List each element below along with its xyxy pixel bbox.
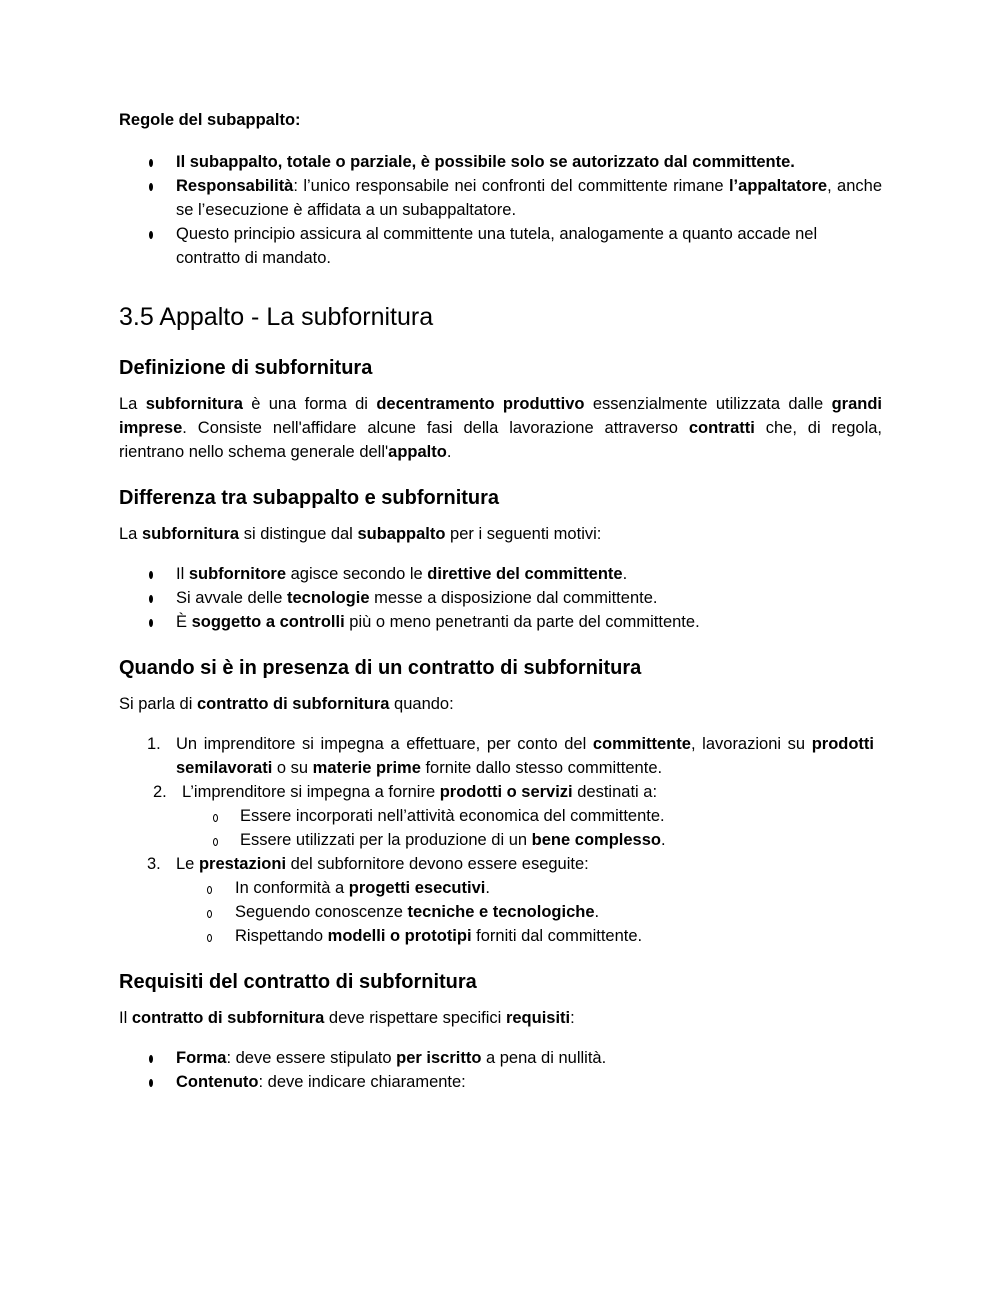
list-item: 3. Le prestazioni del subfornitore devono essere eseguite: [147,855,589,873]
list-item: Essere incorporati nell’attività economica del committente. [119,804,882,828]
bullet-list-differenza [119,562,882,634]
chapter-title: 3.5 Appalto - La subfornitura [119,303,434,331]
paragraph-quando: Si parla di contratto di subfornitura quando: [119,695,454,713]
list-item: Rispettando modelli o prototipi forniti dal committente. [119,924,882,948]
list-item: Responsabilità: l’unico responsabile nei confronti del committente rimane l’appaltatore, anche se l’esecuzione è affidata a un subappaltatore. [119,174,882,222]
heading-requisiti: Requisiti del contratto di subfornitura [119,971,477,993]
document-page [119,108,882,1094]
sub-list-wrapper [119,804,882,852]
sub-list-wrapper [119,876,882,948]
paragraph-definizione: La subfornitura è una forma di decentramento produttivo essenzialmente utilizzata dalle grandi imprese. Consiste nell'affidare alcune fasi della lavorazione attraverso contratti che, di regola, rientrano nello schema generale dell'appalto. [119,395,883,461]
list-item: Forma: deve essere stipulato per iscritto a pena di nullità. [119,1046,882,1070]
section-heading-subappalto: Regole del subappalto: [119,111,301,129]
list-item: Questo principio assicura al committente una tutela, analogamente a quanto accade nel contratto di mandato. [119,222,882,270]
list-item: Il subappalto, totale o parziale, è possibile solo se autorizzato dal committente. [119,150,882,174]
paragraph-differenza: La subfornitura si distingue dal subappalto per i seguenti motivi: [119,525,602,543]
list-item: È soggetto a controlli più o meno penetranti da parte del committente. [119,610,882,634]
list-item: 2. L’imprenditore si impegna a fornire prodotti o servizi destinati a: [153,783,658,801]
heading-definizione: Definizione di subfornitura [119,357,373,379]
list-item: Essere utilizzati per la produzione di un bene complesso. [119,828,882,852]
list-item: 1. Un imprenditore si impegna a effettuare, per conto del committente, lavorazioni su prodotti semilavorati o su materie prime fornite dallo stesso committente. [147,735,874,777]
heading-quando: Quando si è in presenza di un contratto di subfornitura [119,657,642,679]
bullet-list-subappalto [119,150,882,270]
bullet-list-requisiti [119,1046,882,1094]
paragraph-requisiti: Il contratto di subfornitura deve rispettare specifici requisiti: [119,1009,575,1027]
numbered-list-quando [119,732,882,948]
list-item: Si avvale delle tecnologie messe a disposizione dal committente. [119,586,882,610]
list-item: In conformità a progetti esecutivi. [119,876,882,900]
list-item: Contenuto: deve indicare chiaramente: [119,1070,882,1094]
list-item: Seguendo conoscenze tecniche e tecnologiche. [119,900,882,924]
heading-differenza: Differenza tra subappalto e subfornitura [119,487,500,509]
sub-list [119,804,882,852]
sub-list [119,876,882,948]
list-item: Il subfornitore agisce secondo le direttive del committente. [119,562,882,586]
